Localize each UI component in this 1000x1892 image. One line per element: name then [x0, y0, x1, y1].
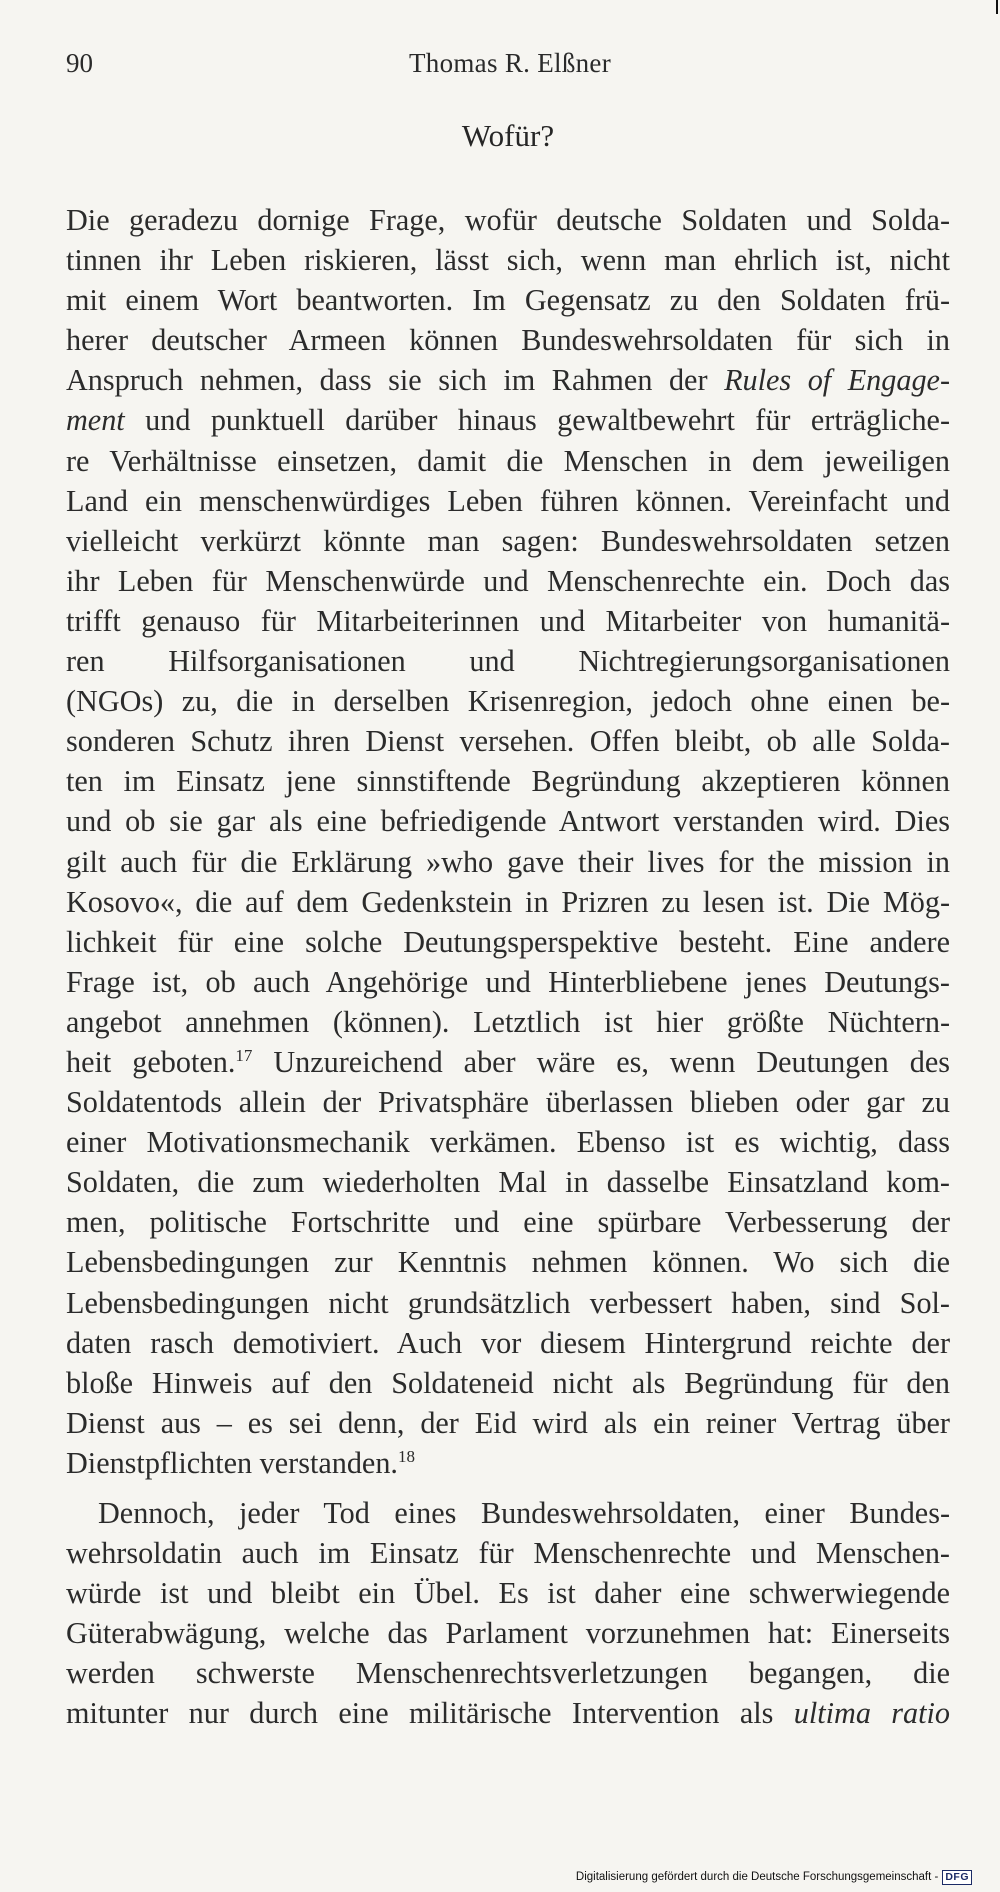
text-line: Soldatentods allein der Privatsphäre überlassen blieben oder gar zu	[66, 1085, 950, 1120]
paragraph-gap	[66, 1483, 950, 1493]
digitization-credit	[576, 1868, 972, 1886]
text-line	[66, 1042, 950, 1082]
text-line: lichkeit für eine solche Deutungsperspektive besteht. Eine andere	[66, 924, 950, 959]
text-line	[66, 400, 950, 440]
credit-text: Digitalisierung gefördert durch die Deutsche Forschungsgemeinschaft -	[575, 1871, 939, 1883]
text-line: Güterabwägung, welche das Parlament vorzunehmen hat: Einerseits	[66, 1616, 950, 1651]
text-line: einer Motivationsmechanik verkämen. Ebenso ist es wichtig, dass	[66, 1125, 950, 1160]
text-line: angebot annehmen (können). Letztlich ist hier größte Nüchtern-	[66, 1004, 950, 1039]
body-text	[66, 200, 950, 1734]
text-line: wehrsoldatin auch im Einsatz für Menschenrechte und Menschen-	[66, 1536, 950, 1571]
text-line: würde ist und bleibt ein Übel. Es ist daher eine schwerwiegende	[66, 1576, 950, 1611]
text-line: werden schwerste Menschenrechtsverletzungen begangen, die	[66, 1656, 950, 1691]
text-line: ten im Einsatz jene sinnstiftende Begründung akzeptieren können	[66, 764, 950, 799]
text-line: bloße Hinweis auf den Soldateneid nicht als Begründung für den	[66, 1365, 950, 1400]
text-line: herer deutscher Armeen können Bundeswehrsoldaten für sich in	[66, 323, 950, 358]
paragraph-2	[66, 1493, 950, 1734]
text-line	[66, 360, 950, 400]
text-line: Soldaten, die zum wiederholten Mal in dasselbe Einsatzland kom-	[66, 1165, 950, 1200]
section-heading: Wofür?	[461, 118, 555, 153]
text-segment: mitunter nur durch eine militärische Intervention als	[66, 1696, 774, 1731]
text-line: Dienst aus – es sei denn, der Eid wird als ein reiner Vertrag über	[66, 1405, 950, 1440]
italic-term: Rules of Engage-	[724, 363, 950, 398]
text-line	[66, 1443, 950, 1483]
text-line: Die geradezu dornige Frage, wofür deutsche Soldaten und Solda-	[66, 203, 950, 237]
text-segment: Anspruch nehmen, dass sie sich im Rahmen der	[66, 363, 708, 398]
text-line: Lebensbedingungen zur Kenntnis nehmen können. Wo sich die	[66, 1245, 950, 1280]
text-line: tinnen ihr Leben riskieren, lässt sich, wenn man ehrlich ist, nicht	[66, 243, 950, 278]
text-line: gilt auch für die Erklärung »who gave their lives for the mission in	[66, 844, 950, 879]
page-number: 90	[66, 48, 93, 78]
text-line: und ob sie gar als eine befriedigende Antwort verstanden wird. Dies	[66, 804, 950, 839]
italic-term: ment	[66, 403, 125, 438]
text-line: Land ein menschenwürdiges Leben führen können. Vereinfacht und	[66, 483, 950, 518]
italic-term: ultima ratio	[793, 1696, 951, 1731]
text-line: Dennoch, jeder Tod eines Bundeswehrsoldaten, einer Bundes-	[98, 1496, 950, 1530]
text-line: re Verhältnisse einsetzen, damit die Menschen in dem jeweiligen	[66, 443, 950, 478]
text-line: (NGOs) zu, die in derselben Krisenregion, jedoch ohne einen be-	[66, 684, 950, 719]
text-line: men, politische Fortschritte und eine spürbare Verbesserung der	[66, 1205, 950, 1240]
text-line: sonderen Schutz ihren Dienst versehen. Offen bleibt, ob alle Solda-	[66, 724, 950, 759]
text-line: vielleicht verkürzt könnte man sagen: Bundeswehrsoldaten setzen	[66, 523, 950, 558]
dfg-logo: DFG	[942, 1870, 972, 1885]
text-segment: heit geboten.	[66, 1044, 236, 1079]
running-head	[66, 48, 954, 88]
text-line: ihr Leben für Menschenwürde und Menschenrechte ein. Doch das	[66, 563, 950, 598]
text-line: Kosovo«, die auf dem Gedenkstein in Prizren zu lesen ist. Die Mög-	[66, 884, 950, 919]
text-segment: Dienstpflichten verstanden.	[66, 1445, 398, 1480]
text-line: ren Hilfsorganisationen und Nichtregierungsorganisationen	[66, 644, 950, 679]
text-segment: Unzureichend aber wäre es, wenn Deutungen des	[252, 1044, 951, 1079]
text-line: daten rasch demotiviert. Auch vor diesem Hintergrund reichte der	[66, 1325, 950, 1360]
footnote-ref[interactable]: 17	[235, 1045, 253, 1065]
text-line: mit einem Wort beantworten. Im Gegensatz zu den Soldaten frü-	[66, 283, 950, 318]
text-line: Frage ist, ob auch Angehörige und Hinterbliebene jenes Deutungs-	[66, 964, 950, 999]
scan-edge-mark	[996, 0, 998, 14]
running-head-author: Thomas R. Elßner	[408, 48, 611, 78]
text-line	[66, 1693, 950, 1733]
text-line: Lebensbedingungen nicht grundsätzlich verbessert haben, sind Sol-	[66, 1285, 950, 1320]
text-line: trifft genauso für Mitarbeiterinnen und Mitarbeiter von humanitä-	[66, 603, 950, 638]
text-segment: und punktuell darüber hinaus gewaltbewehrt für erträgliche-	[145, 403, 950, 438]
paragraph-1	[66, 200, 950, 1483]
footnote-ref[interactable]: 18	[397, 1446, 415, 1466]
